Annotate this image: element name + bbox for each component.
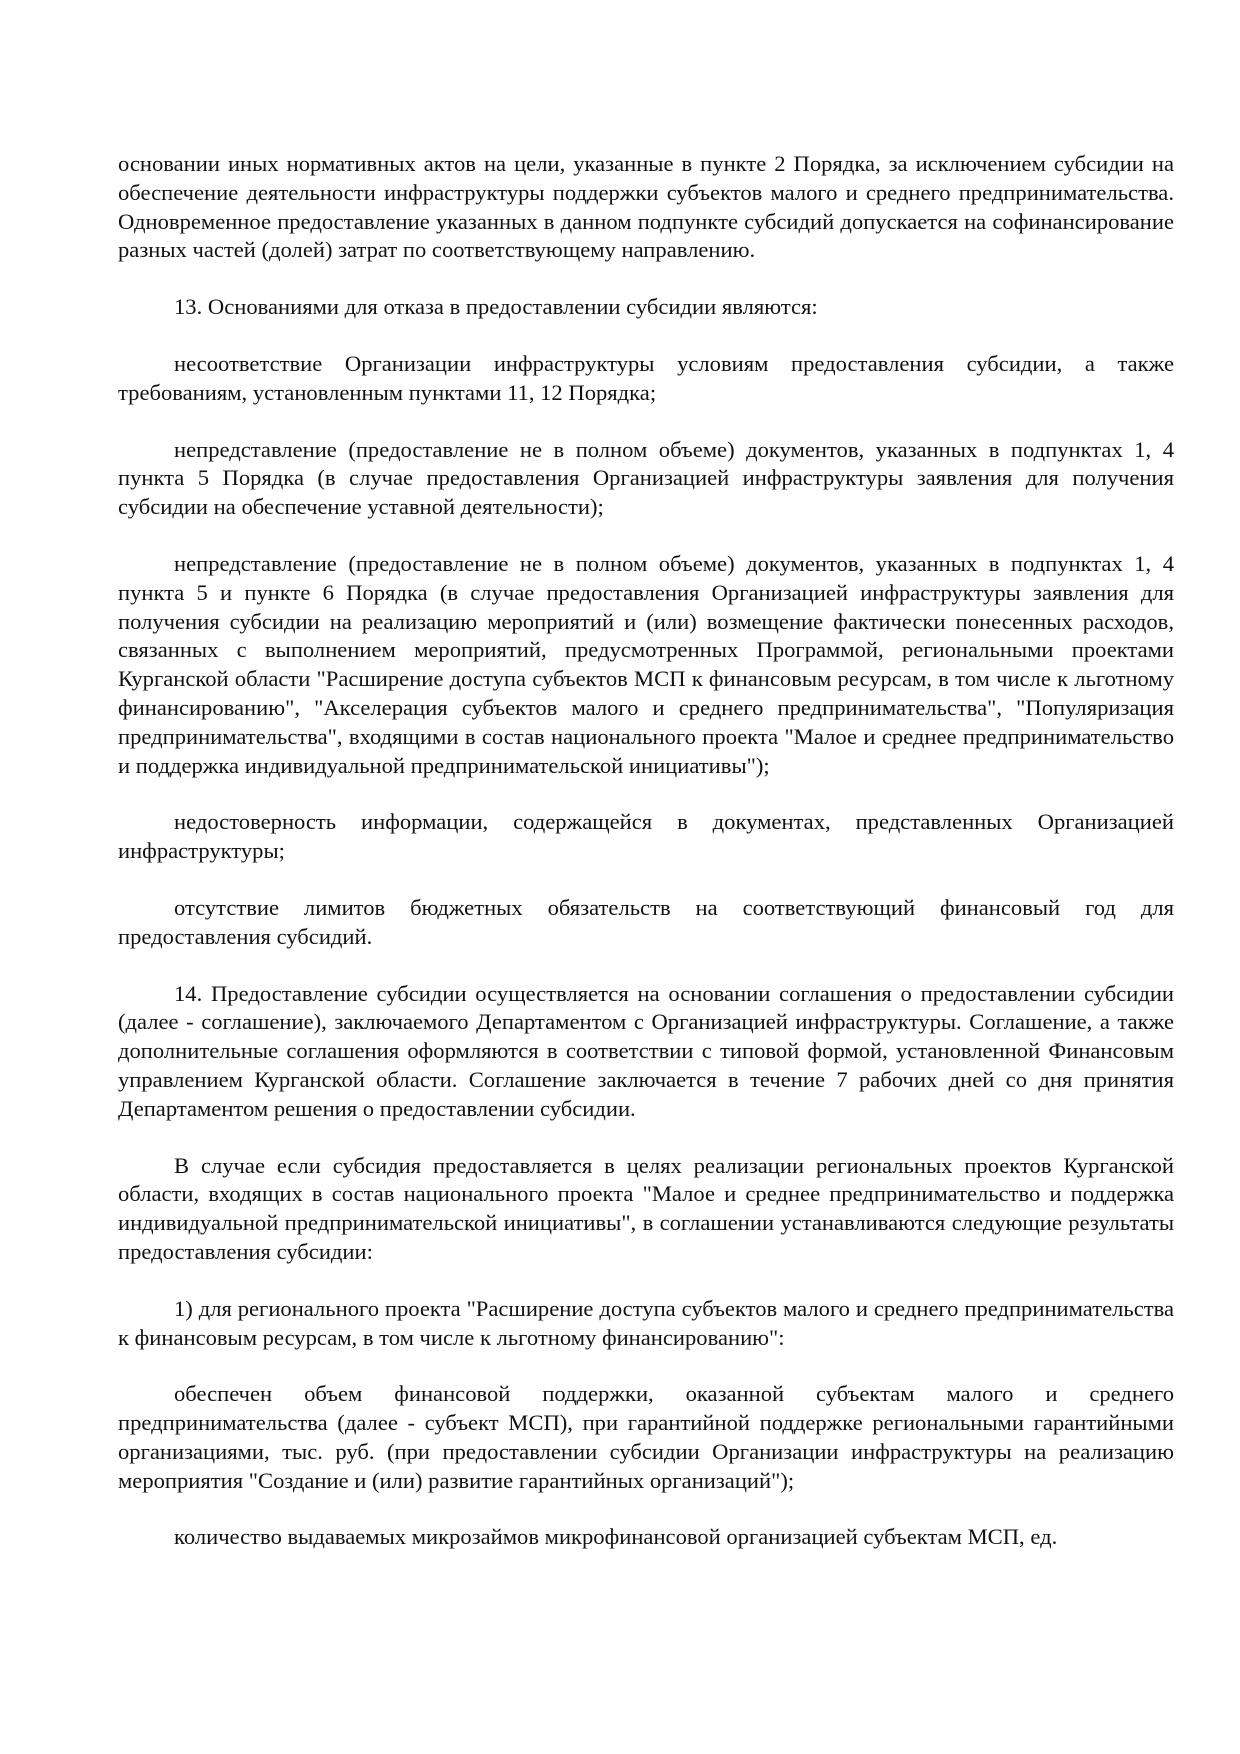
paragraph-regional-project-1: 1) для регионального проекта "Расширение доступа субъектов малого и среднего предпринимательства к финансовым ресурсам, в том числе к льготному финансированию":: [118, 1295, 1174, 1350]
paragraph-refusal-ground-5: отсутствие лимитов бюджетных обязательств на соответствующий финансовый год для предоставления субсидий.: [118, 894, 1174, 949]
paragraph-result-microloans: количество выдаваемых микрозаймов микрофинансовой организацией субъектам МСП, ед.: [174, 1524, 1058, 1550]
paragraph-refusal-ground-2: непредставление (предоставление не в полном объеме) документов, указанных в подпунктах 1, 4 пункта 5 Порядка (в случае предоставления Организацией инфраструктуры заявления для получения субсидии на обеспечение уставной деятельности);: [118, 436, 1174, 520]
paragraph-continuation: основании иных нормативных актов на цели, указанные в пункте 2 Порядка, за исключением субсидии на обеспечение деятельности инфраструктуры поддержки субъектов малого и среднего предпринимательства. Одновременное предоставление указанных в данном подпункте субсидий допускается на софинансирование разных частей (долей) затрат по соответствующему направлению.: [118, 151, 1174, 263]
paragraph-results-intro: В случае если субсидия предоставляется в целях реализации региональных проектов Курганской области, входящих в состав национального проекта "Малое и среднее предпринимательство и поддержка индивидуальной предпринимательской инициативы", в соглашении устанавливаются следующие результаты предоставления субсидии:: [118, 1152, 1174, 1264]
document-page: [118, 150, 1174, 1552]
paragraph-refusal-ground-3: непредставление (предоставление не в полном объеме) документов, указанных в подпунктах 1, 4 пункта 5 и пункте 6 Порядка (в случае предоставления Организацией инфраструктуры заявления для получения субсидии на реализацию мероприятий и (или) возмещение фактически понесенных расходов, связанных с выполнением мероприятий, предусмотренных Программой, региональными проектами Курганской области "Расширение доступа субъектов МСП к финансовым ресурсам, в том числе к льготному финансированию", "Акселерация субъектов малого и среднего предпринимательства", "Популяризация предпринимательства", входящими в состав национального проекта "Малое и среднее предпринимательство и поддержка индивидуальной предпринимательской инициативы");: [118, 550, 1174, 778]
paragraph-refusal-ground-1: несоответствие Организации инфраструктуры условиям предоставления субсидии, а также требованиям, установленным пунктами 11, 12 Порядка;: [118, 350, 1174, 405]
paragraph-result-financial-support: обеспечен объем финансовой поддержки, оказанной субъектам малого и среднего предпринимательства (далее - субъект МСП), при гарантийной поддержке региональными гарантийными организациями, тыс. руб. (при предоставлении субсидии Организации инфраструктуры на реализацию мероприятия "Создание и (или) развитие гарантийных организаций");: [118, 1381, 1174, 1493]
paragraph-refusal-ground-4: недостоверность информации, содержащейся в документах, представленных Организацией инфраструктуры;: [118, 809, 1174, 864]
paragraph-section-14: 14. Предоставление субсидии осуществляется на основании соглашения о предоставлении субсидии (далее - соглашение), заключаемого Департаментом с Организацией инфраструктуры. Соглашение, а также дополнительные соглашения оформляются в соответствии с типовой формой, установленной Финансовым управлением Курганской области. Соглашение заключается в течение 7 рабочих дней со дня принятия Департаментом решения о предоставлении субсидии.: [118, 980, 1174, 1121]
paragraph-section-13-heading: 13. Основаниями для отказа в предоставлении субсидии являются:: [174, 294, 818, 320]
